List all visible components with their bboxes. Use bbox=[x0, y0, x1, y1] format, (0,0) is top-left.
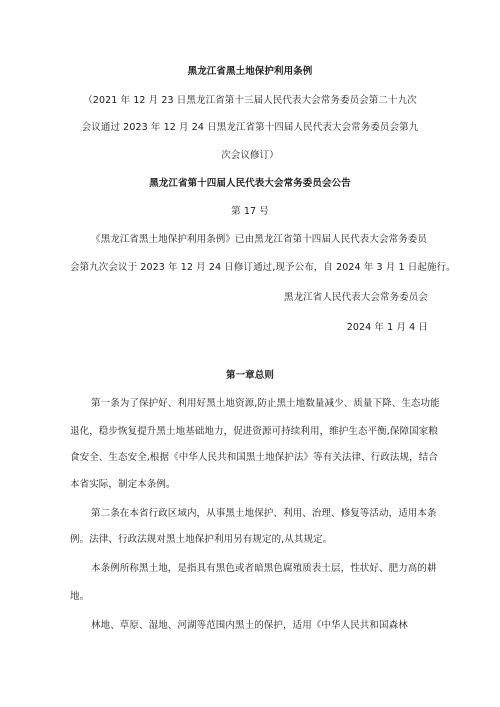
announcement-number: 第 17 号 bbox=[231, 206, 269, 217]
article2-paragraph3-line-1: 林地、草原、湿地、河湖等范围内黑土的保护，适用《中华人民共和国森林 bbox=[91, 620, 408, 631]
article2-line-1: 第二条在本省行政区域内，从事黑土地保护、利用、治理、修复等活动，适用本条 bbox=[91, 508, 437, 519]
adoption-note-line-3: 次会议修订） bbox=[221, 150, 279, 161]
adoption-note-line-2: 会议通过 2023 年 12 月 24 日黑龙江省第十四届人民代表大会常务委员会第九 bbox=[81, 122, 419, 133]
chapter-heading: 第一章总则 bbox=[225, 370, 274, 381]
announcement-heading: 黑龙江省第十四届人民代表大会常务委员会公告 bbox=[149, 178, 351, 189]
announcement-issuer: 黑龙江省人民代表大会常务委员会 bbox=[283, 292, 428, 303]
announcement-body-line-2: 会第九次会议于 2023 年 12 月 24 日修订通过,现予公布，自 2024 年 3 月 1 日起施行。 bbox=[70, 262, 456, 273]
article2-paragraph2-line-2: 地。 bbox=[70, 591, 90, 602]
document-title: 黑龙江省黑土地保护利用条例 bbox=[187, 66, 313, 77]
article1-line-1: 第一条为了保护好、利用好黑土地资源,防止黑土地数量减少、质量下降、生态功能 bbox=[91, 398, 440, 409]
article1-line-4: 本省实际，制定本条例。 bbox=[70, 479, 176, 490]
article2-line-2: 例。法律、行政法规对黑土地保护利用另有规定的,从其规定。 bbox=[70, 534, 333, 545]
article1-line-2: 退化，稳步恢复提升黑土地基础地力，促进资源可持续利用，维护生态平衡,保障国家粮 bbox=[70, 426, 438, 437]
article2-paragraph2-line-1: 本条例所称黑土地，是指具有黑色或者暗黑色腐殖质表土层，性状好、肥力高的耕 bbox=[91, 563, 437, 574]
adoption-note-line-1: （2021 年 12 月 23 日黑龙江省第十三届人民代表大会常务委员会第二十九次 bbox=[83, 95, 417, 106]
announcement-body-line-1: 《黑龙江省黑土地保护利用条例》已由黑龙江省第十四届人民代表大会常务委员 bbox=[91, 234, 428, 245]
article1-line-3: 食安全、生态安全,根据《中华人民共和国黑土地保护法》等有关法律、行政法规，结合 bbox=[70, 452, 438, 463]
announcement-date: 2024 年 1 月 4 日 bbox=[346, 322, 428, 333]
